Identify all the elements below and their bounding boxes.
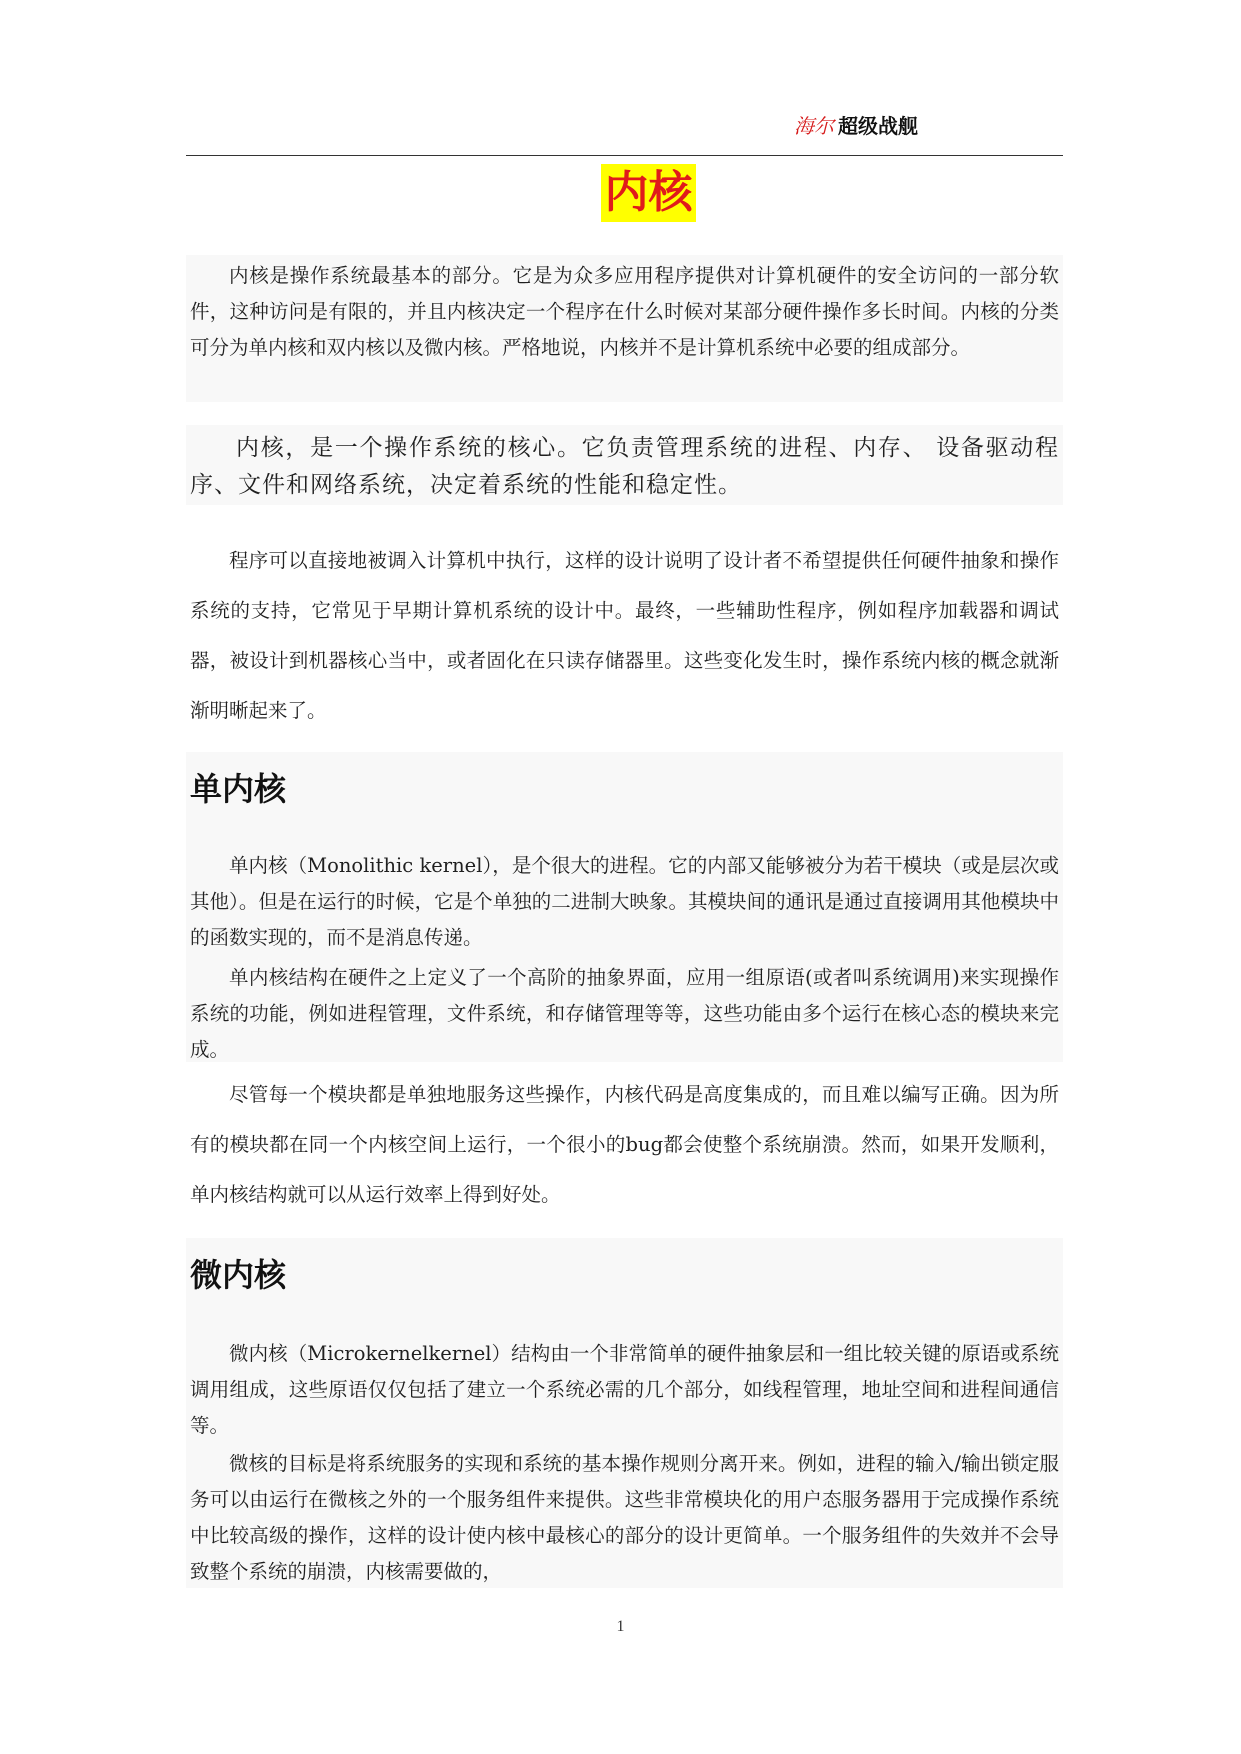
microkernel-paragraph-2: 微核的目标是将系统服务的实现和系统的基本操作规则分离开来。例如，进程的输入/输出锁定服务可以由运行在微核之外的一个服务组件来提供。这些非常模块化的用户态服务器用于完成操作系统中比较高级的操作，这样的设计使内核中最核心的部分的设计更简单。一个服务组件的失效并不会导致整个系统的崩溃，内核需要做的， [190,1452,1059,1583]
monolithic-paragraph-1: 单内核（Monolithic kernel），是个很大的进程。它的内部又能够被分为若干模块（或是层次或其他）。但是在运行的时候，它是个单独的二进制大映象。其模块间的通讯是通过直接调用其他模块中的函数实现的，而不是消息传递。 [190,854,1059,949]
monolithic-paragraph-2: 单内核结构在硬件之上定义了一个高阶的抽象界面，应用一组原语(或者叫系统调用)来实现操作系统的功能，例如进程管理，文件系统，和存储管理等等，这些功能由多个运行在核心态的模块来完成。 [190,966,1059,1061]
header-divider [186,155,1063,156]
brand-logo-text: 超级战舰 [838,114,918,138]
page-number: 1 [616,1618,625,1635]
document-title: 内核 [601,164,696,222]
history-paragraph: 程序可以直接地被调入计算机中执行，这样的设计说明了设计者不希望提供任何硬件抽象和操作系统的支持，它常见于早期计算机系统的设计中。最终，一些辅助性程序，例如程序加载器和调试器，被设计到机器核心当中，或者固化在只读存储器里。这些变化发生时，操作系统内核的概念就渐渐明晰起来了。 [190,549,1059,722]
heading-monolithic-kernel: 单内核 [190,770,287,808]
intro-paragraph: 内核是操作系统最基本的部分。它是为众多应用程序提供对计算机硬件的安全访问的一部分软件，这种访问是有限的，并且内核决定一个程序在什么时候对某部分硬件操作多长时间。内核的分类可分为单内核和双内核以及微内核。严格地说，内核并不是计算机系统中必要的组成部分。 [190,264,1059,359]
brand-logo [794,110,918,139]
heading-microkernel: 微内核 [190,1256,287,1294]
definition-paragraph: 内核，是一个操作系统的核心。它负责管理系统的进程、内存、 设备驱动程序、文件和网络系统，决定着系统的性能和稳定性。 [190,435,1059,498]
monolithic-paragraph-3: 尽管每一个模块都是单独地服务这些操作，内核代码是高度集成的，而且难以编写正确。因为所有的模块都在同一个内核空间上运行，一个很小的bug都会使整个系统崩溃。然而，如果开发顺利，单内核结构就可以从运行效率上得到好处。 [190,1083,1059,1206]
brand-logo-script: 海尔 [794,114,834,138]
microkernel-paragraph-1: 微内核（Microkernelkernel）结构由一个非常简单的硬件抽象层和一组比较关键的原语或系统调用组成，这些原语仅仅包括了建立一个系统必需的几个部分，如线程管理，地址空间和进程间通信等。 [190,1342,1059,1437]
